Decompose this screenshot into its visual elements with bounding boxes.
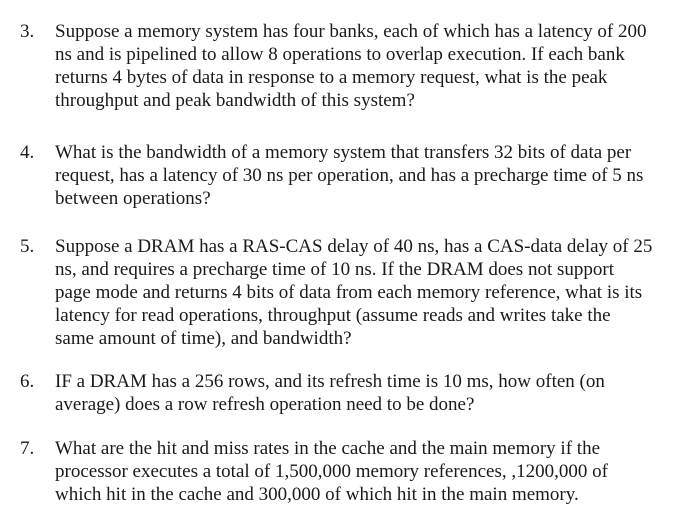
question-text-line: throughput and peak bandwidth of this system? [55,90,415,111]
question-6 [20,370,685,416]
question-text-line: which hit in the cache and 300,000 of which hit in the main memory. [55,484,579,505]
question-text-line: request, has a latency of 30 ns per operation, and has a precharge time of 5 ns [55,165,644,186]
question-number: 4. [20,142,35,163]
question-text-line: latency for read operations, throughput (assume reads and writes take the [55,305,611,326]
question-text-line: Suppose a memory system has four banks, each of which has a latency of 200 [55,21,647,42]
question-text-line: What is the bandwidth of a memory system that transfers 32 bits of data per [55,142,632,163]
question-text-line: Suppose a DRAM has a RAS-CAS delay of 40 ns, has a CAS-data delay of 25 [55,236,653,257]
question-7 [20,437,685,506]
question-number: 3. [20,21,35,42]
question-text-line: ns, and requires a precharge time of 10 ns. If the DRAM does not support [55,259,614,280]
question-5 [20,235,685,350]
question-text-line: returns 4 bytes of data in response to a memory request, what is the peak [55,67,608,88]
question-text-line: same amount of time), and bandwidth? [55,328,352,349]
question-number: 6. [20,371,35,392]
question-text-line: ns and is pipelined to allow 8 operations to overlap execution. If each bank [55,44,625,65]
question-number: 7. [20,438,35,459]
question-number: 5. [20,236,35,257]
question-text-line: IF a DRAM has a 256 rows, and its refresh time is 10 ms, how often (on [55,371,605,392]
question-4 [20,141,685,210]
question-text-line: What are the hit and miss rates in the cache and the main memory if the [55,438,600,459]
question-text-line: between operations? [55,188,211,209]
question-text-line: page mode and returns 4 bits of data from each memory reference, what is its [55,282,643,303]
question-text-line: average) does a row refresh operation need to be done? [55,394,475,415]
question-3 [20,20,685,112]
question-text-line: processor executes a total of 1,500,000 memory references, ,1200,000 of [55,461,608,482]
